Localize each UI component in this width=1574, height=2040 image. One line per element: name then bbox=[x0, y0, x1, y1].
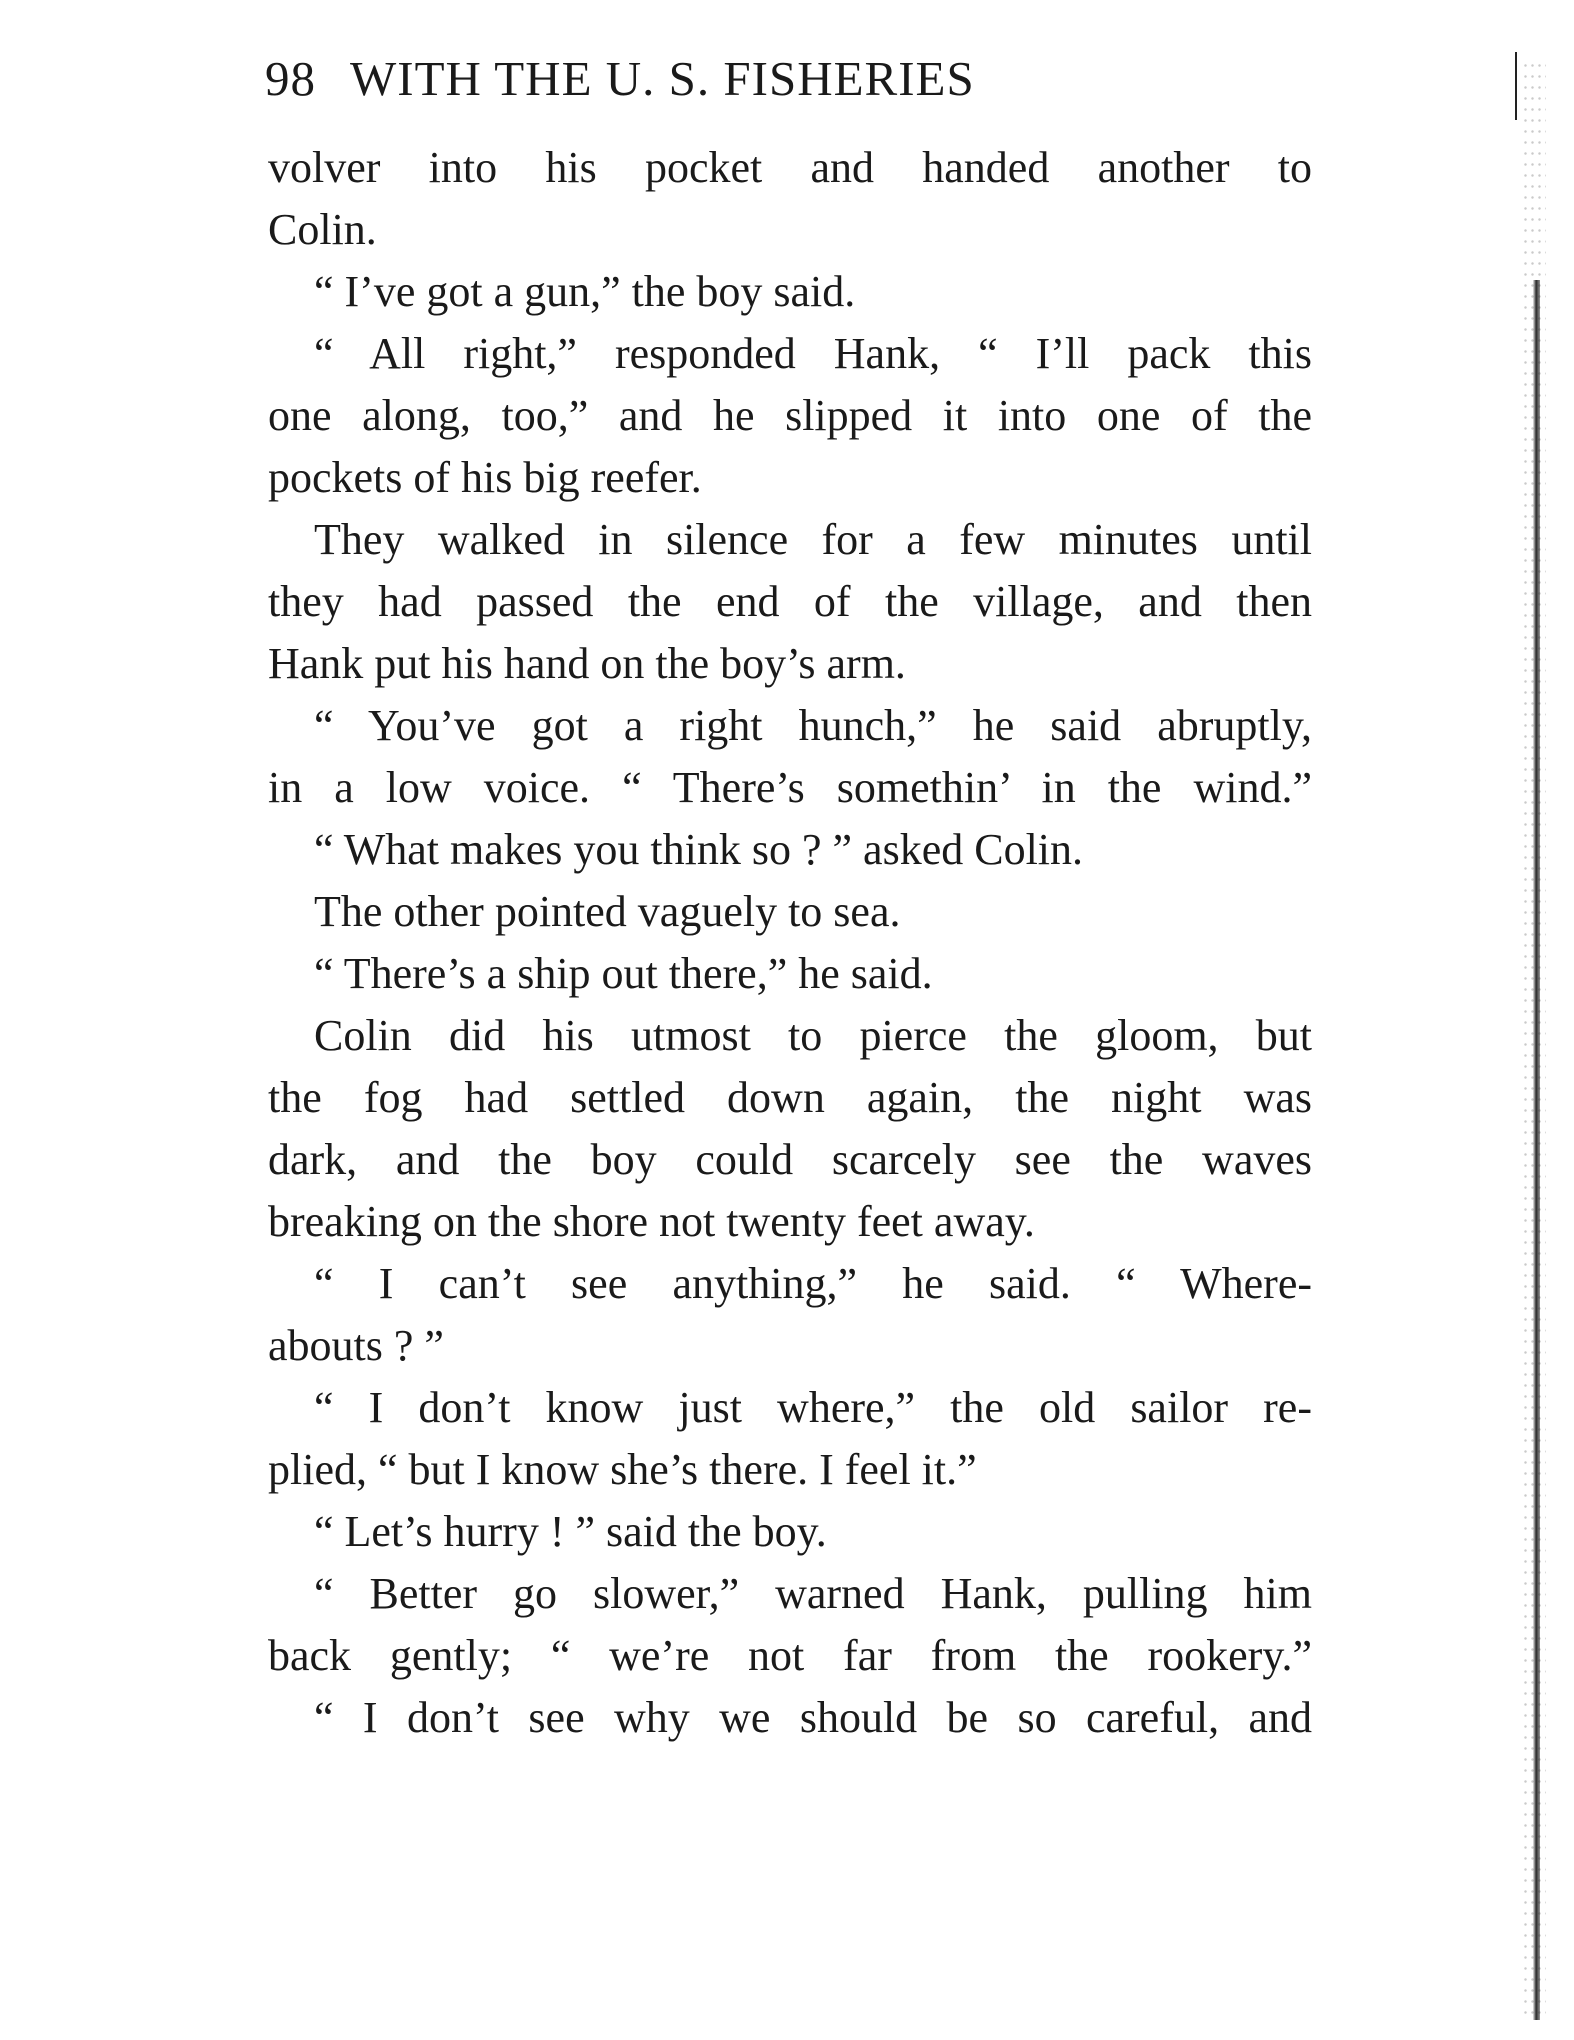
text-line: “ I’ve got a gun,” the boy said. bbox=[314, 267, 856, 316]
text-line: “ All right,” responded Hank, “ I’ll pack this bbox=[314, 329, 1312, 378]
text-line: “ There’s a ship out there,” he said. bbox=[314, 949, 933, 998]
running-title: WITH THE U. S. FISHERIES bbox=[350, 51, 975, 106]
text-line: “ Better go slower,” warned Hank, pulling him bbox=[314, 1569, 1312, 1618]
text-line: in a low voice. “ There’s somethin’ in the wind.” bbox=[268, 763, 1312, 812]
text-line: The other pointed vaguely to sea. bbox=[314, 887, 901, 936]
text-line: “ You’ve got a right hunch,” he said abruptly, bbox=[314, 701, 1312, 750]
running-head bbox=[265, 50, 1315, 120]
text-line: Colin. bbox=[268, 205, 377, 254]
text-line: breaking on the shore not twenty feet away. bbox=[268, 1197, 1035, 1246]
text-line: volver into his pocket and handed another to bbox=[268, 143, 1312, 192]
text-line: dark, and the boy could scarcely see the waves bbox=[268, 1135, 1312, 1184]
scan-edge-mark bbox=[1515, 52, 1517, 120]
text-line: one along, too,” and he slipped it into one of the bbox=[268, 391, 1312, 440]
text-line: “ I can’t see anything,” he said. “ Where- bbox=[314, 1259, 1312, 1308]
text-line: “ I don’t see why we should be so careful, and bbox=[314, 1693, 1312, 1742]
text-line: abouts ? ” bbox=[268, 1321, 444, 1370]
text-line: back gently; “ we’re not far from the rookery.” bbox=[268, 1631, 1312, 1680]
text-line: they had passed the end of the village, and then bbox=[268, 577, 1312, 626]
text-line: “ What makes you think so ? ” asked Colin. bbox=[314, 825, 1084, 874]
page-number: 98 bbox=[265, 51, 316, 106]
body-text bbox=[268, 137, 1312, 1749]
text-line: the fog had settled down again, the night was bbox=[268, 1073, 1312, 1122]
text-line: plied, “ but I know she’s there. I feel it.” bbox=[268, 1445, 977, 1494]
text-line: “ Let’s hurry ! ” said the boy. bbox=[314, 1507, 827, 1556]
text-line: Colin did his utmost to pierce the gloom, but bbox=[314, 1011, 1312, 1060]
text-line: They walked in silence for a few minutes until bbox=[314, 515, 1312, 564]
text-line: Hank put his hand on the boy’s arm. bbox=[268, 639, 906, 688]
scan-edge-shadow bbox=[1533, 280, 1540, 2020]
text-line: pockets of his big reefer. bbox=[268, 453, 702, 502]
text-line: “ I don’t know just where,” the old sailor re- bbox=[314, 1383, 1312, 1432]
